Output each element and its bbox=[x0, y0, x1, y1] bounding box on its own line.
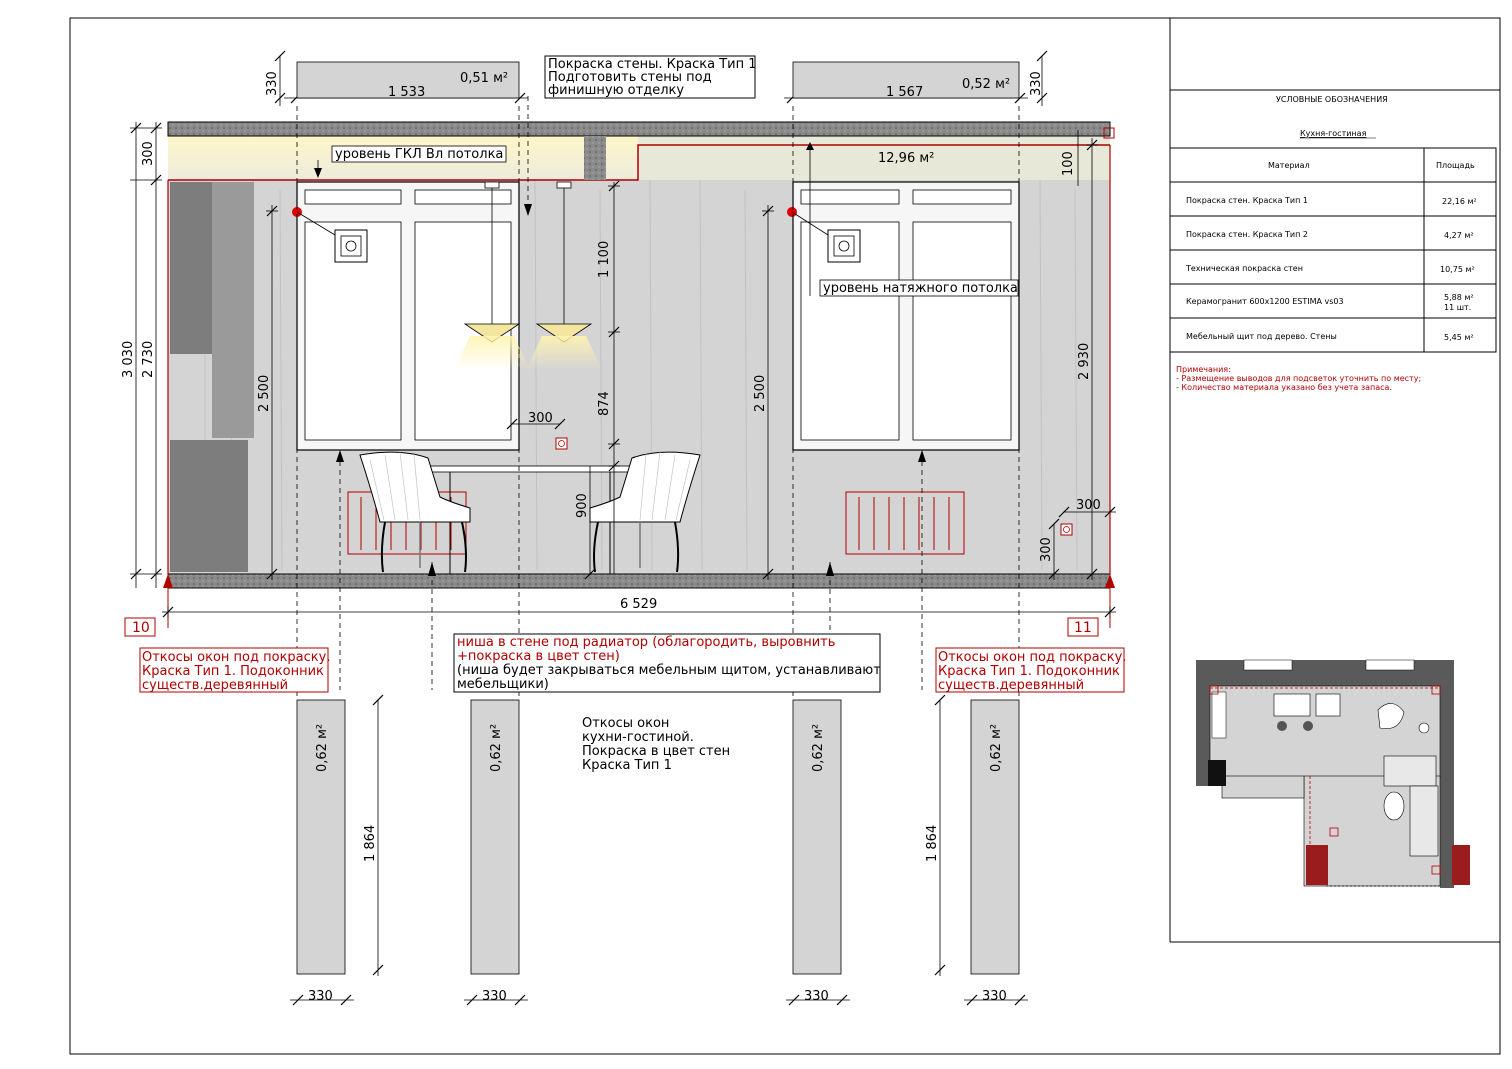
top-dim-330-left: 330 bbox=[265, 71, 280, 96]
dim-300-right-low: 300 bbox=[1039, 537, 1054, 562]
legend-col-material: Материал bbox=[1268, 161, 1310, 170]
legend-row-material: Покраска стен. Краска Тип 2 bbox=[1186, 230, 1308, 239]
window-right bbox=[793, 182, 1019, 450]
right-slopes-note-line3: существ.деревянный bbox=[938, 678, 1085, 693]
floor-slab bbox=[168, 574, 1110, 588]
reveal-area-1: 0,62 м² bbox=[315, 723, 330, 772]
left-slopes-note-line1: Откосы окон под покраску. bbox=[142, 650, 331, 665]
tall-cabinet-side bbox=[212, 182, 254, 438]
lower-cabinet bbox=[170, 440, 248, 572]
legend-col-area: Площадь bbox=[1436, 161, 1475, 170]
radiator-niche-line1: ниша в стене под радиатор (облагородить, выровнить bbox=[457, 635, 836, 650]
reveal-width-1: 330 bbox=[308, 989, 333, 1004]
ceiling-slab bbox=[168, 122, 1110, 136]
legend-row-material: Керамогранит 600х1200 ESTIMA vs03 bbox=[1186, 297, 1344, 306]
legend-row-material: Покраска стен. Краска Тип 1 bbox=[1186, 196, 1308, 205]
kitchen-slopes-line2: кухни-гостиной. bbox=[582, 730, 694, 745]
dim-2500-left: 2 500 bbox=[257, 374, 272, 412]
top-dim-330-right: 330 bbox=[1029, 71, 1044, 96]
radiator-niche-line3: (ниша будет закрываться мебельным щитом, устанавливают bbox=[457, 663, 881, 678]
wall-paint-note-line2: Подготовить стены под bbox=[548, 70, 712, 85]
reveal-area-3: 0,62 м² bbox=[811, 723, 826, 772]
ceiling-area: 12,96 м² bbox=[878, 151, 935, 166]
legend-row-material: Мебельный щит под дерево. Стены bbox=[1186, 332, 1337, 341]
red-socket-icon bbox=[1061, 524, 1072, 535]
duct-box bbox=[584, 136, 606, 180]
radiator-niche-line2: +покраска в цвет стен) bbox=[457, 649, 620, 664]
legend-row-area: 5,88 м² bbox=[1444, 293, 1474, 302]
reveal-area-4: 0,62 м² bbox=[989, 723, 1004, 772]
upper-cabinet bbox=[170, 182, 212, 354]
dim-300-right: 300 bbox=[1076, 498, 1101, 513]
legend-note-2: - Количество материала указано без учета запаса. bbox=[1176, 383, 1392, 392]
reveal-height-left: 1 864 bbox=[363, 824, 378, 862]
legend-row-area: 5,45 м² bbox=[1444, 333, 1474, 342]
left-reveal-width: 1 533 bbox=[388, 85, 426, 100]
legend-row-area: 10,75 м² bbox=[1440, 265, 1475, 274]
dim-2500-right: 2 500 bbox=[753, 374, 768, 412]
right-reveal-area: 0,52 м² bbox=[962, 77, 1011, 92]
reveal-width-4: 330 bbox=[982, 989, 1007, 1004]
right-slopes-note-line2: Краска Тип 1. Подоконник bbox=[938, 664, 1120, 679]
total-width: 6 529 bbox=[620, 597, 658, 612]
dim-100: 100 bbox=[1061, 151, 1076, 176]
left-reveal-area: 0,51 м² bbox=[460, 71, 509, 86]
red-socket-icon bbox=[556, 438, 567, 449]
legend-room: Кухня-гостиная bbox=[1300, 129, 1367, 138]
reveal-width-2: 330 bbox=[482, 989, 507, 1004]
legend-row-material: Техническая покраска стен bbox=[1186, 264, 1303, 273]
stretch-level-label: уровень натяжного потолка bbox=[823, 281, 1018, 296]
kitchen-slopes-line4: Краска Тип 1 bbox=[582, 758, 672, 773]
dim-300-top: 300 bbox=[141, 141, 156, 166]
dim-3030: 3 030 bbox=[121, 340, 136, 378]
radiator-niche-line4: мебельщики) bbox=[457, 677, 549, 692]
legend-row-area: 22,16 м² bbox=[1442, 197, 1477, 206]
legend-row-area-extra: 11 шт. bbox=[1444, 303, 1472, 312]
dim-1100: 1 100 bbox=[597, 240, 612, 278]
gkl-level-label: уровень ГКЛ Вл потолка bbox=[335, 147, 504, 162]
socket-icon bbox=[335, 230, 367, 262]
left-slopes-note-line2: Краска Тип 1. Подоконник bbox=[142, 664, 324, 679]
right-reveal-width: 1 567 bbox=[886, 85, 924, 100]
reveal-height-right: 1 864 bbox=[925, 824, 940, 862]
wall-paint-note-line1: Покраска стены. Краска Тип 1 bbox=[548, 57, 757, 72]
reveal-width-3: 330 bbox=[804, 989, 829, 1004]
reveal-area-2: 0,62 м² bbox=[489, 723, 504, 772]
right-slopes-note-line1: Откосы окон под покраску. bbox=[938, 650, 1127, 665]
dim-2930: 2 930 bbox=[1077, 342, 1092, 380]
dim-900: 900 bbox=[575, 493, 590, 518]
dim-2730: 2 730 bbox=[141, 340, 156, 378]
mini-floor-plan bbox=[1196, 660, 1470, 888]
socket-icon bbox=[828, 230, 860, 262]
kitchen-slopes-line3: Покраска в цвет стен bbox=[582, 744, 731, 759]
axis-label-left: 10 bbox=[132, 620, 150, 636]
kitchen-slopes-line1: Откосы окон bbox=[582, 716, 670, 731]
legend-note-1: - Размещение выводов для подсветок уточнить по месту; bbox=[1176, 374, 1422, 383]
dim-874: 874 bbox=[597, 391, 612, 416]
legend-title: УСЛОВНЫЕ ОБОЗНАЧЕНИЯ bbox=[1276, 95, 1388, 104]
left-slopes-note-line3: существ.деревянный bbox=[142, 678, 289, 693]
stretch-ceiling-zone bbox=[638, 136, 1110, 180]
legend-notes-title: Примечания: bbox=[1176, 365, 1231, 374]
wall-paint-note-line3: финишную отделку bbox=[548, 83, 685, 98]
legend-row-area: 4,27 м² bbox=[1444, 231, 1474, 240]
wall-elevation bbox=[125, 122, 1115, 636]
dim-300-table: 300 bbox=[528, 411, 553, 426]
axis-label-right: 11 bbox=[1074, 620, 1092, 636]
window-left bbox=[297, 182, 519, 450]
